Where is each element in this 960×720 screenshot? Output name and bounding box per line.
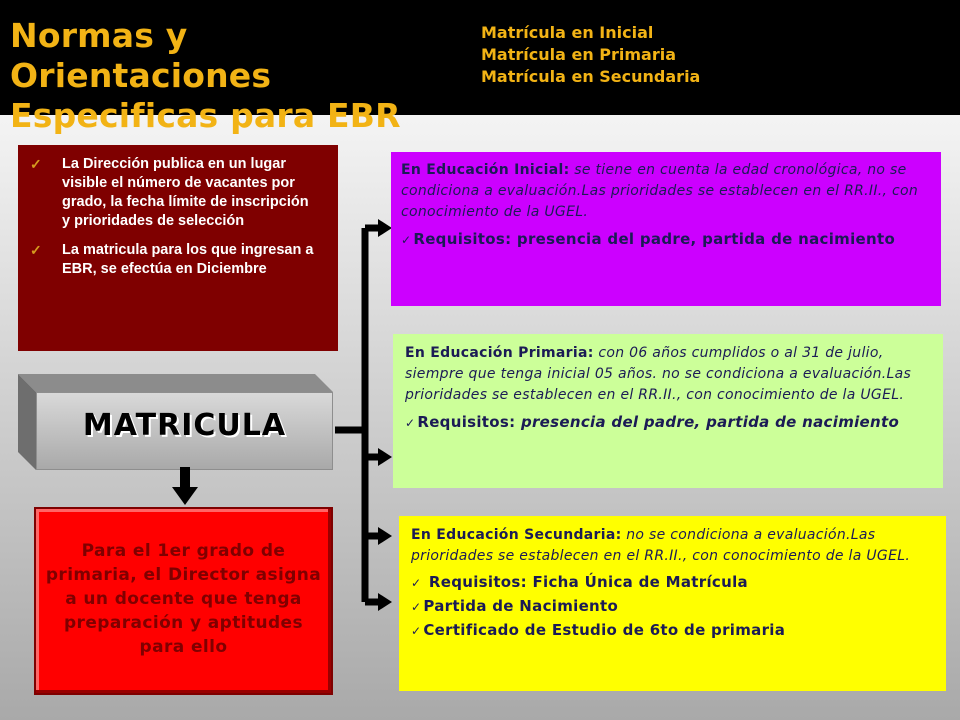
check-icon: ✓ — [401, 233, 412, 247]
secundaria-req-3 — [411, 620, 934, 642]
inicial-description — [401, 160, 931, 223]
title-line-2: Especificas para EBR — [10, 96, 401, 135]
matricula-block-top — [18, 374, 333, 394]
note-item — [30, 155, 318, 231]
note-item — [30, 241, 318, 279]
subtitle-inicial: Matrícula en Inicial — [481, 23, 654, 42]
primaria-description — [405, 343, 931, 406]
header-bar — [0, 0, 960, 135]
down-arrow-icon — [170, 467, 200, 507]
secundaria-heading: En Educación Secundaria: — [411, 527, 622, 543]
secundaria-req-1 — [411, 572, 934, 594]
inicial-req-text: Requisitos: presencia del padre, partida de nacimiento — [413, 230, 896, 248]
matricula-label: MATRICULA — [82, 408, 287, 443]
check-icon: ✓ — [411, 576, 422, 590]
primaria-panel — [393, 334, 943, 488]
subtitle-primaria: Matrícula en Primaria — [481, 45, 677, 64]
inicial-panel — [391, 152, 941, 306]
secundaria-body: no se condiciona a evaluación.Las prioridades se establecen en el RR.II., con conocimiento de la UGEL. — [411, 527, 911, 564]
general-notes-box — [18, 145, 338, 351]
first-grade-note: Para el 1er grado de primaria, el Director asigna a un docente que tenga preparación y aptitudes para ello — [34, 507, 333, 695]
check-icon: ✓ — [30, 242, 42, 258]
secundaria-description — [411, 525, 934, 567]
title-line-1: Normas y Orientaciones — [10, 16, 272, 95]
secundaria-req-3-text: Certificado de Estudio de 6to de primaria — [423, 621, 786, 639]
check-icon: ✓ — [411, 624, 422, 638]
subtitle-secundaria: Matrícula en Secundaria — [481, 67, 701, 86]
inicial-body: se tiene en cuenta la edad cronológica, no se condiciona a evaluación.Las prioridades se establecen en el RR.II., con conocimiento de la UGEL. — [401, 162, 919, 220]
primaria-heading: En Educación Primaria: — [405, 345, 594, 361]
primaria-body: con 06 años cumplidos o al 31 de julio, siempre que tenga inicial 05 años. no se condiciona a evaluación.Las prioridades se establecen en el RR.II., con conocimiento de la UGEL. — [405, 345, 912, 403]
secundaria-req-1-text: Requisitos: Ficha Única de Matrícula — [428, 573, 748, 591]
secundaria-req-2 — [411, 596, 934, 618]
primaria-req-body: presencia del padre, partida de nacimiento — [515, 413, 900, 431]
check-icon: ✓ — [30, 156, 42, 172]
note-text: La Dirección publica en un lugar visible el número de vacantes por grado, la fecha límite de inscripción y prioridades de selección — [62, 156, 309, 229]
check-icon: ✓ — [411, 600, 422, 614]
inicial-heading: En Educación Inicial: — [401, 162, 570, 178]
matricula-block-side — [18, 374, 38, 470]
note-text: La matricula para los que ingresan a EBR, se efectúa en Diciembre — [62, 242, 314, 277]
subtitle-list — [481, 22, 700, 88]
inicial-requirements — [401, 229, 931, 251]
secundaria-req-2-text: Partida de Nacimiento — [423, 597, 619, 615]
check-icon: ✓ — [405, 416, 416, 430]
page-title — [10, 16, 460, 136]
connector-lines — [330, 210, 400, 620]
primaria-requirements — [405, 412, 931, 434]
primaria-req-label: Requisitos: — [417, 413, 516, 431]
secundaria-panel — [399, 516, 946, 691]
